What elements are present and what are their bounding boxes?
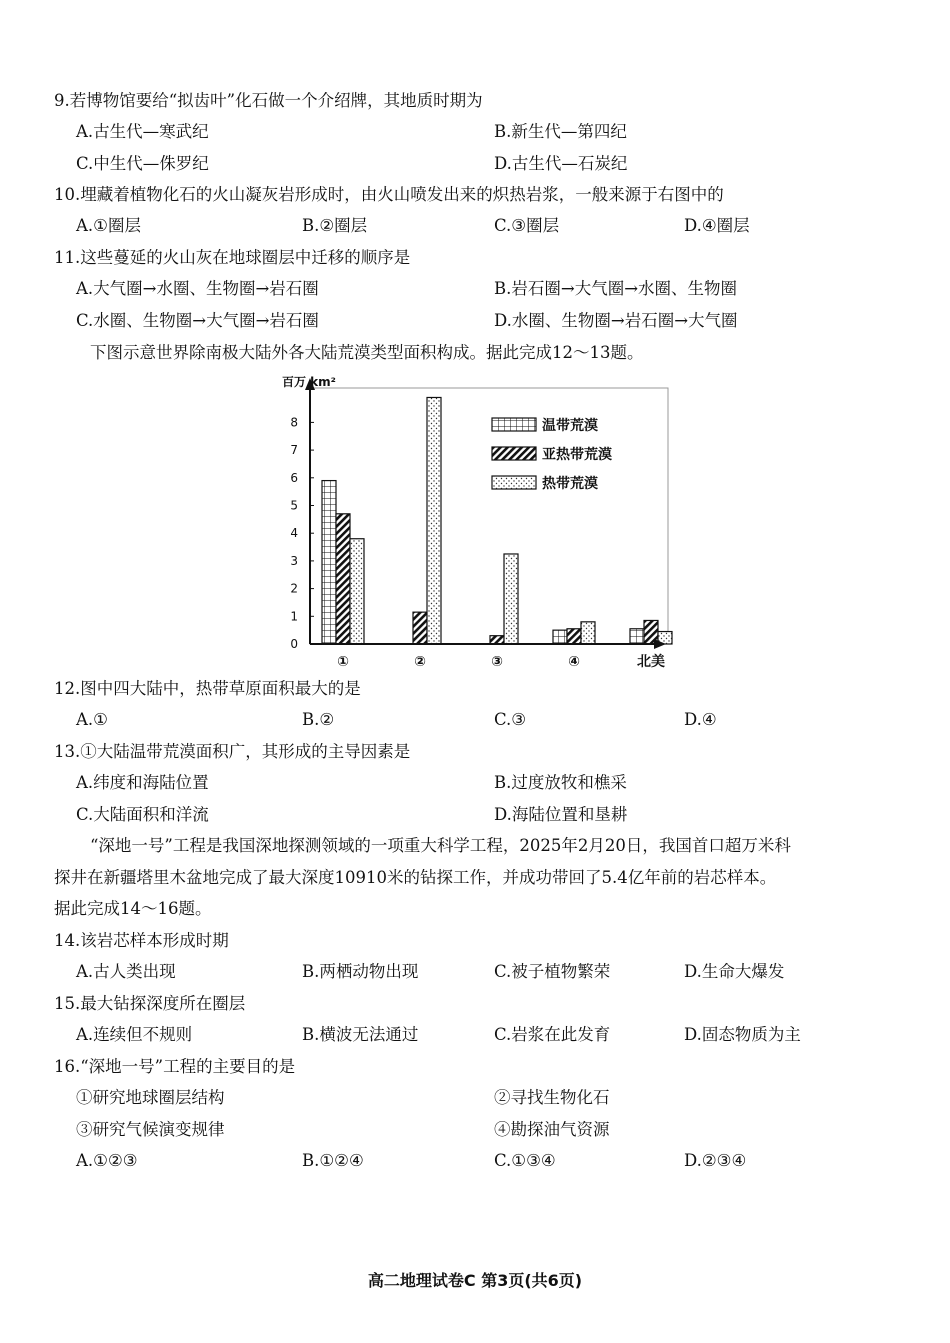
- legend-swatch: [492, 476, 536, 489]
- q12-option-c: C.③: [494, 710, 527, 729]
- x-category-label: ①: [337, 654, 349, 670]
- q10-stem: 10.埋藏着植物化石的火山凝灰岩形成时，由火山喷发出来的炽热岩浆，一般来源于右图中的: [54, 185, 724, 204]
- q16-option-d: D.②③④: [684, 1151, 747, 1170]
- q14-option-b: B.两栖动物出现: [302, 962, 419, 981]
- y-tick-label: 3: [290, 553, 298, 568]
- intro-12-13: 下图示意世界除南极大陆外各大陆荒漠类型面积构成。据此完成12～13题。: [90, 343, 644, 362]
- q11-stem: 11.这些蔓延的火山灰在地球圈层中迁移的顺序是: [54, 248, 411, 267]
- y-tick-label: 6: [290, 470, 298, 485]
- legend-swatch: [492, 447, 536, 460]
- q13-option-d: D.海陆位置和垦耕: [494, 805, 628, 824]
- q13-option-c: C.大陆面积和洋流: [76, 805, 209, 824]
- q9-option-d: D.古生代—石炭纪: [494, 154, 628, 173]
- q13-option-b: B.过度放牧和樵采: [494, 773, 627, 792]
- x-category-label: ④: [568, 654, 580, 670]
- q9-option-b: B.新生代—第四纪: [494, 122, 627, 141]
- bar-1-cat-1: [322, 481, 336, 644]
- q11-option-c: C.水圈、生物圈→大气圈→岩石圈: [76, 311, 319, 330]
- y-tick-label: 2: [290, 581, 298, 596]
- q15-stem: 15.最大钻探深度所在圈层: [54, 994, 246, 1013]
- legend-swatch: [492, 418, 536, 431]
- q13-stem: 13.①大陆温带荒漠面积广，其形成的主导因素是: [54, 742, 411, 761]
- q11-option-d: D.水圈、生物圈→岩石圈→大气圈: [494, 311, 738, 330]
- q10-option-a: A.①圈层: [76, 216, 141, 235]
- q10-option-c: C.③圈层: [494, 216, 560, 235]
- para-14-16-line-3: 据此完成14～16题。: [54, 899, 212, 918]
- y-tick-label: 1: [290, 609, 298, 624]
- para-14-16-line-2: 探井在新疆塔里木盆地完成了最大深度10910米的钻探工作，并成功带回了5.4亿年前的岩芯样本。: [54, 868, 777, 887]
- legend-label: 温带荒漠: [542, 418, 598, 434]
- y-tick-label: 0: [290, 637, 298, 651]
- q10-option-b: B.②圈层: [302, 216, 368, 235]
- q16-stem: 16.“深地一号”工程的主要目的是: [54, 1057, 296, 1076]
- bar-1-cat-5: [630, 629, 644, 644]
- bar-2-cat-4: [567, 629, 581, 644]
- q12-option-a: A.①: [76, 710, 108, 729]
- y-tick-label: 4: [290, 526, 298, 541]
- q14-option-c: C.被子植物繁荣: [494, 962, 611, 981]
- q16-statement-3: ③研究气候演变规律: [76, 1120, 225, 1139]
- legend-label: 亚热带荒漠: [542, 447, 612, 463]
- q9-option-c: C.中生代—侏罗纪: [76, 154, 209, 173]
- q16-statement-1: ①研究地球圈层结构: [76, 1088, 225, 1107]
- q9-stem: 9.若博物馆要给“拟齿叶”化石做一个介绍牌，其地质时期为: [54, 91, 483, 110]
- q12-stem: 12.图中四大陆中，热带草原面积最大的是: [54, 679, 361, 698]
- q16-option-a: A.①②③: [76, 1151, 138, 1170]
- q11-option-a: A.大气圈→水圈、生物圈→岩石圈: [76, 279, 319, 298]
- y-tick-label: 7: [290, 443, 298, 458]
- q16-statement-2: ②寻找生物化石: [494, 1088, 610, 1107]
- para-14-16-line-1: “深地一号”工程是我国深地探测领域的一项重大科学工程，2025年2月20日，我国首口超万米科: [90, 836, 791, 855]
- q11-option-b: B.岩石圈→大气圈→水圈、生物圈: [494, 279, 738, 298]
- bar-3-cat-4: [581, 622, 595, 644]
- desert-area-bar-chart: [270, 372, 674, 672]
- q15-option-a: A.连续但不规则: [76, 1025, 193, 1044]
- bar-2-cat-1: [336, 514, 350, 644]
- y-tick-label: 5: [290, 498, 298, 513]
- q16-statement-4: ④勘探油气资源: [494, 1120, 610, 1139]
- q9-option-a: A.古生代—寒武纪: [76, 122, 209, 141]
- q14-stem: 14.该岩芯样本形成时期: [54, 931, 229, 950]
- q16-option-c: C.①③④: [494, 1151, 556, 1170]
- q15-option-b: B.横波无法通过: [302, 1025, 419, 1044]
- q14-option-a: A.古人类出现: [76, 962, 176, 981]
- bar-3-cat-3: [504, 554, 518, 644]
- page-footer: 高二地理试卷C 第3页(共6页): [367, 1271, 583, 1290]
- bar-1-cat-4: [553, 630, 567, 644]
- y-tick-label: 8: [290, 415, 298, 430]
- bar-2-cat-2: [413, 612, 427, 644]
- q15-option-d: D.固态物质为主: [684, 1025, 801, 1044]
- bar-3-cat-2: [427, 397, 441, 644]
- x-category-label: 北美: [637, 654, 665, 670]
- q12-option-d: D.④: [684, 710, 717, 729]
- y-axis-label: 百万 km²: [282, 375, 336, 389]
- q15-option-c: C.岩浆在此发育: [494, 1025, 611, 1044]
- q12-option-b: B.②: [302, 710, 335, 729]
- q16-option-b: B.①②④: [302, 1151, 364, 1170]
- x-category-label: ③: [491, 654, 503, 670]
- bar-2-cat-3: [490, 636, 504, 644]
- q14-option-d: D.生命大爆发: [684, 962, 785, 981]
- x-category-label: ②: [414, 654, 426, 670]
- bar-3-cat-1: [350, 539, 364, 644]
- q13-option-a: A.纬度和海陆位置: [76, 773, 209, 792]
- legend-label: 热带荒漠: [542, 476, 598, 492]
- q10-option-d: D.④圈层: [684, 216, 750, 235]
